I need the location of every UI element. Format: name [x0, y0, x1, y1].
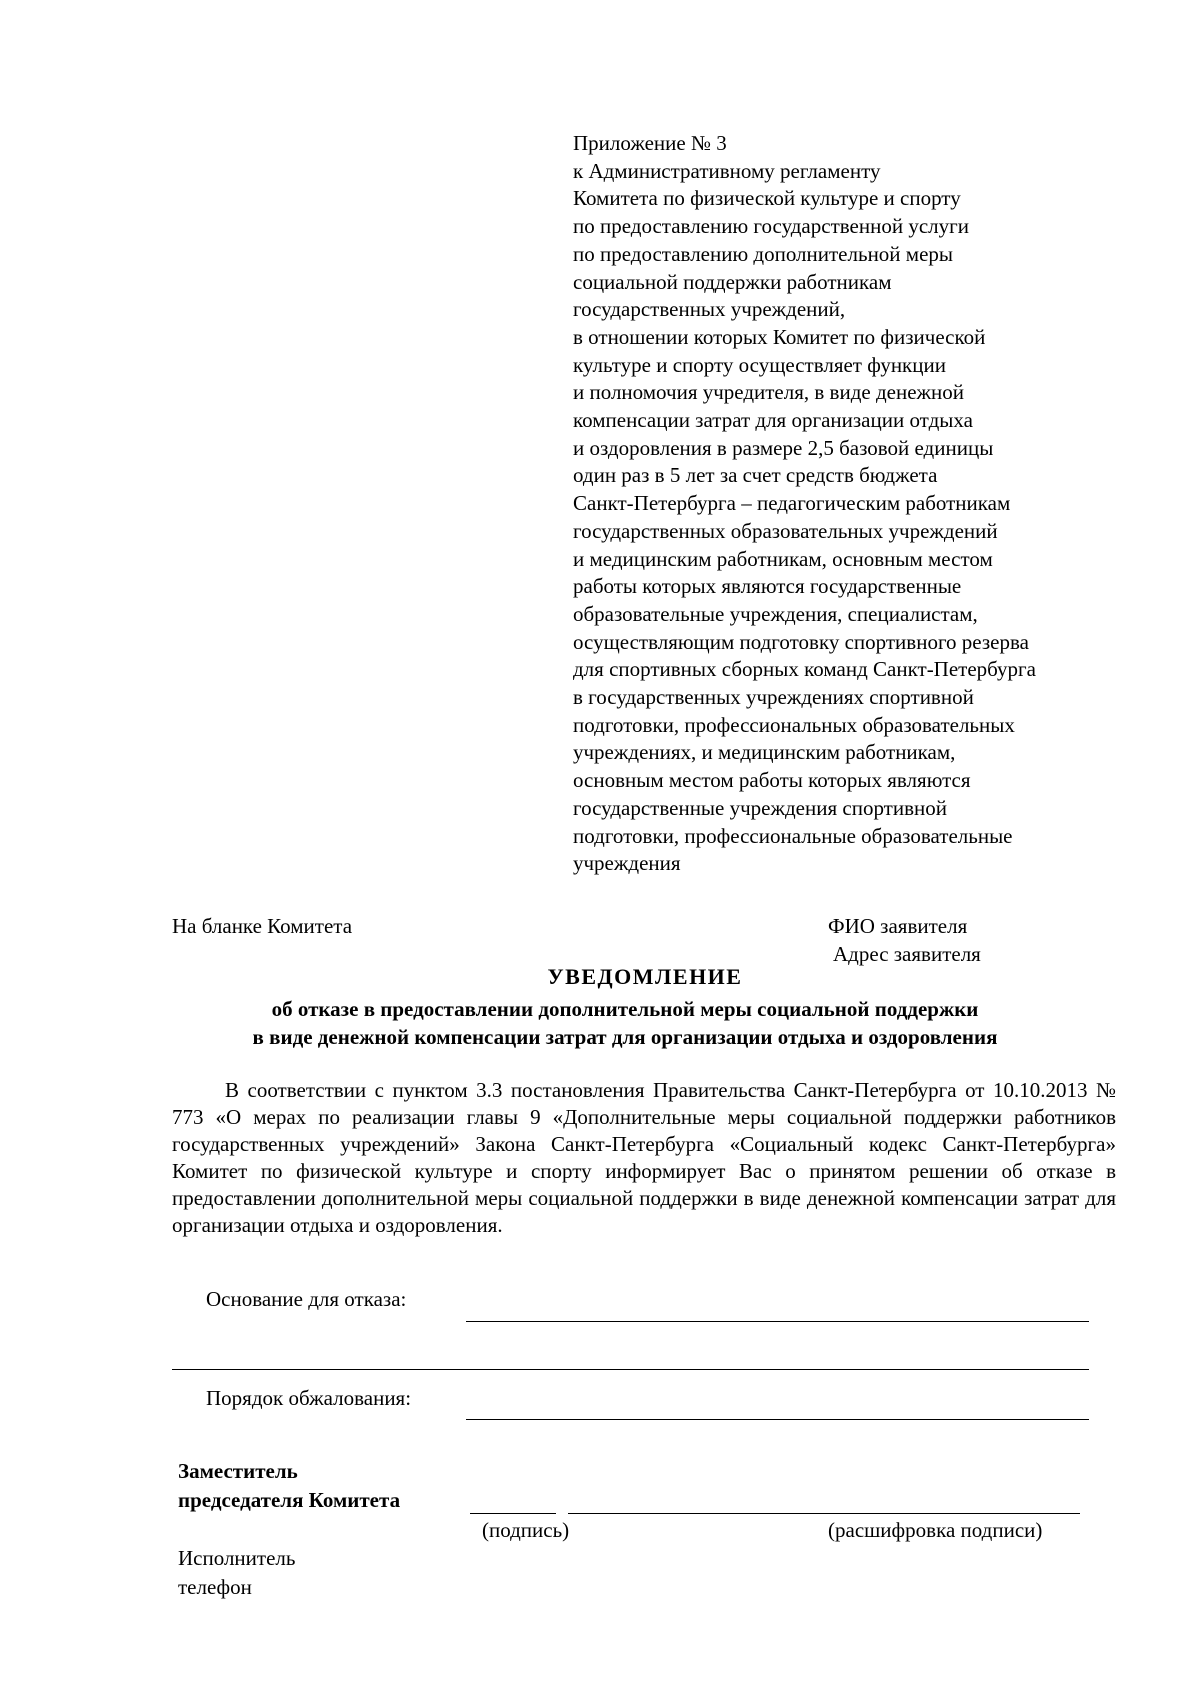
appendix-line: и полномочия учредителя, в виде денежной	[573, 380, 965, 405]
appendix-line: Санкт-Петербурга – педагогическим работникам	[573, 491, 1011, 516]
appeal-procedure-label: Порядок обжалования:	[206, 1386, 412, 1410]
appendix-line: по предоставлению дополнительной меры	[573, 241, 954, 266]
signer-position-line: председателя Комитета	[178, 1488, 401, 1512]
appendix-line: к Административному регламенту	[573, 158, 881, 183]
letterhead-note: На бланке Комитета	[172, 914, 353, 938]
appeal-procedure-line	[466, 1419, 1089, 1420]
appendix-line: компенсации затрат для организации отдыха	[573, 408, 973, 433]
executor-phone-label: телефон	[178, 1575, 252, 1599]
appendix-line: по предоставлению государственной услуги	[573, 214, 969, 239]
applicant-address: Адрес заявителя	[833, 942, 981, 966]
executor-block	[178, 1544, 295, 1602]
refusal-basis-line	[466, 1321, 1089, 1322]
appendix-line: основным местом работы которых являются	[573, 768, 971, 793]
appendix-line: учреждениях, и медицинским работникам,	[573, 740, 956, 765]
appendix-line: в государственных учреждениях спортивной	[573, 685, 974, 710]
appendix-line: подготовки, профессиональные образовательные	[573, 823, 1013, 848]
appendix-line: и медицинским работникам, основным местом	[573, 546, 993, 571]
appendix-line: работы которых являются государственные	[573, 574, 962, 599]
appendix-line: учреждения	[573, 851, 681, 876]
appendix-line: Приложение № 3	[573, 131, 727, 155]
appendix-line: в отношении которых Комитет по физической	[573, 324, 986, 349]
notice-subtitle-line: об отказе в предоставлении дополнительной меры социальной поддержки	[271, 997, 979, 1021]
appendix-line: социальной поддержки работникам	[573, 269, 892, 294]
notice-body: В соответствии с пунктом 3.3 постановления Правительства Санкт-Петербурга от 10.10.2013 № 773 «О мерах по реализации главы 9 «Дополнительные меры социальной поддержки работников государственных учреждений» Закона Санкт-Петербурга «Социальный кодекс Санкт-Петербурга» Комитет по физической культуре и спорту информирует Вас о принятом решении об отказе в предоставлении дополнительной меры социальной поддержки в виде денежной компенсации затрат для организации отдыха и оздоровления.	[172, 1078, 1116, 1237]
refusal-basis-line-2	[172, 1369, 1089, 1370]
signature-line	[470, 1513, 556, 1514]
decryption-caption: (расшифровка подписи)	[828, 1518, 1043, 1542]
notice-title: УВЕДОМЛЕНИЕ	[547, 964, 743, 989]
appendix-line: образовательные учреждения, специалистам,	[573, 601, 978, 626]
appendix-line: подготовки, профессиональных образовательных	[573, 712, 1015, 737]
appendix-line: государственных образовательных учреждений	[573, 518, 998, 543]
appendix-line: государственных учреждений,	[573, 297, 846, 322]
appendix-line: осуществляющим подготовку спортивного резерва	[573, 629, 1029, 654]
signature-decryption-line	[568, 1513, 1080, 1514]
appendix-block	[573, 130, 1133, 878]
appendix-line: государственные учреждения спортивной	[573, 795, 947, 820]
refusal-basis-label: Основание для отказа:	[206, 1287, 407, 1311]
signer-position-line: Заместитель	[178, 1459, 298, 1483]
appendix-line: для спортивных сборных команд Санкт-Петербурга	[573, 657, 1036, 682]
signer-position	[178, 1457, 400, 1515]
appendix-line: культуре и спорту осуществляет функции	[573, 352, 946, 377]
signature-caption: (подпись)	[482, 1518, 570, 1542]
notice-subtitle-line: в виде денежной компенсации затрат для организации отдыха и оздоровления	[252, 1025, 998, 1049]
appendix-line: один раз в 5 лет за счет средств бюджета	[573, 463, 938, 488]
appendix-line: Комитета по физической культуре и спорту	[573, 186, 961, 211]
executor-label: Исполнитель	[178, 1546, 296, 1570]
applicant-name: ФИО заявителя	[828, 914, 968, 938]
appendix-line: и оздоровления в размере 2,5 базовой единицы	[573, 435, 994, 460]
